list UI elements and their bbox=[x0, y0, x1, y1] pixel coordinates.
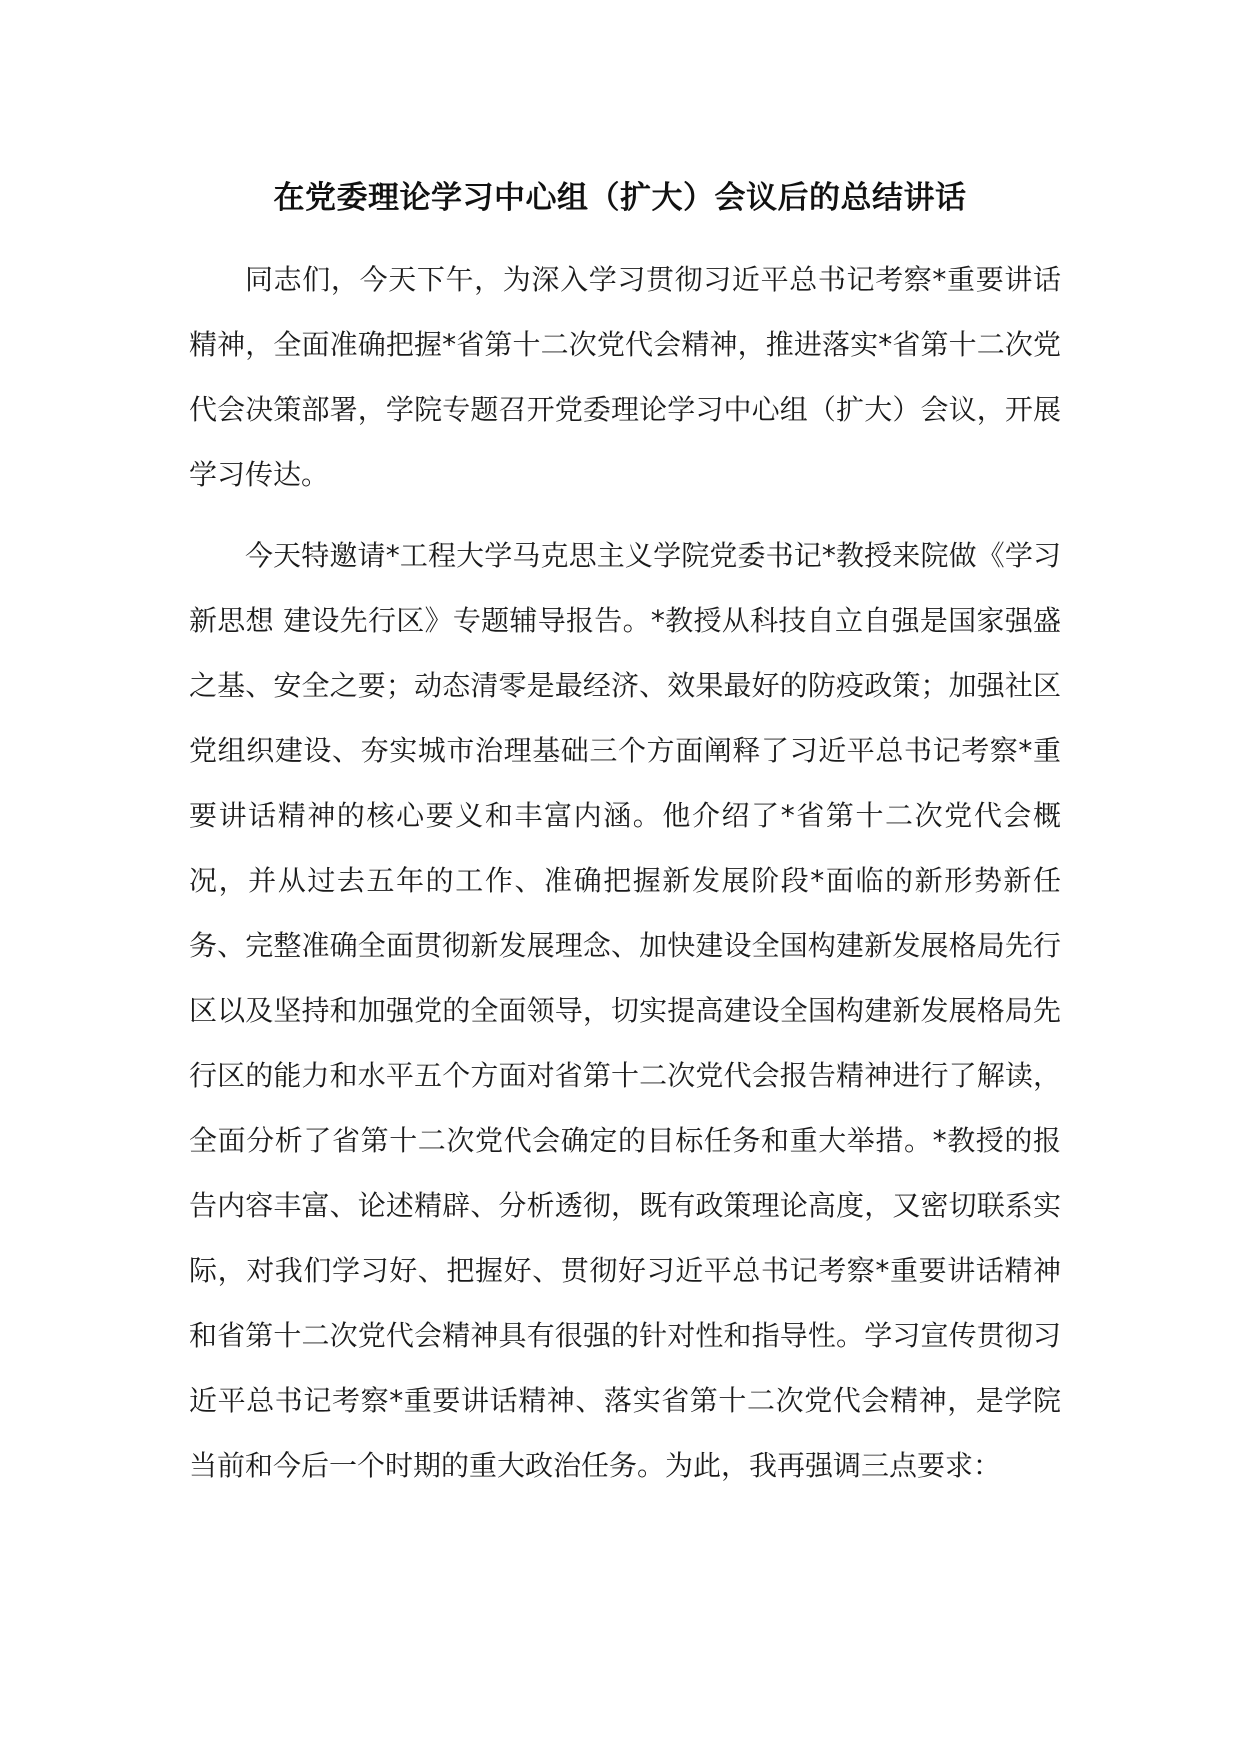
paragraph-report-summary: 今天特邀请*工程大学马克思主义学院党委书记*教授来院做《学习新思想 建设先行区》专题辅导报告。*教授从科技自立自强是国家强盛之基、安全之要；动态清零是最经济、效果最好的防疫政策；加强社区党组织建设、夯实城市治理基础三个方面阐释了习近平总书记考察*重要讲话精神的核心要义和丰富内涵。他介绍了*省第十二次党代会概况，并从过去五年的工作、准确把握新发展阶段*面临的新形势新任务、完整准确全面贯彻新发展理念、加快建设全国构建新发展格局先行区以及坚持和加强党的全面领导，切实提高建设全国构建新发展格局先行区的能力和水平五个方面对省第十二次党代会报告精神进行了解读，全面分析了省第十二次党代会确定的目标任务和重大举措。*教授的报告内容丰富、论述精辟、分析透彻，既有政策理论高度，又密切联系实际，对我们学习好、把握好、贯彻好习近平总书记考察*重要讲话精神和省第十二次党代会精神具有很强的针对性和指导性。学习宣传贯彻习近平总书记考察*重要讲话精神、落实省第十二次党代会精神，是学院当前和今后一个时期的重大政治任务。为此，我再强调三点要求： bbox=[189, 539, 1061, 1482]
paragraph-opening: 同志们，今天下午，为深入学习贯彻习近平总书记考察*重要讲话精神，全面准确把握*省第十二次党代会精神，推进落实*省第十二次党代会决策部署，学院专题召开党委理论学习中心组（扩大）会议，开展学习传达。 bbox=[189, 263, 1061, 491]
document-title: 在党委理论学习中心组（扩大）会议后的总结讲话 bbox=[273, 180, 967, 216]
